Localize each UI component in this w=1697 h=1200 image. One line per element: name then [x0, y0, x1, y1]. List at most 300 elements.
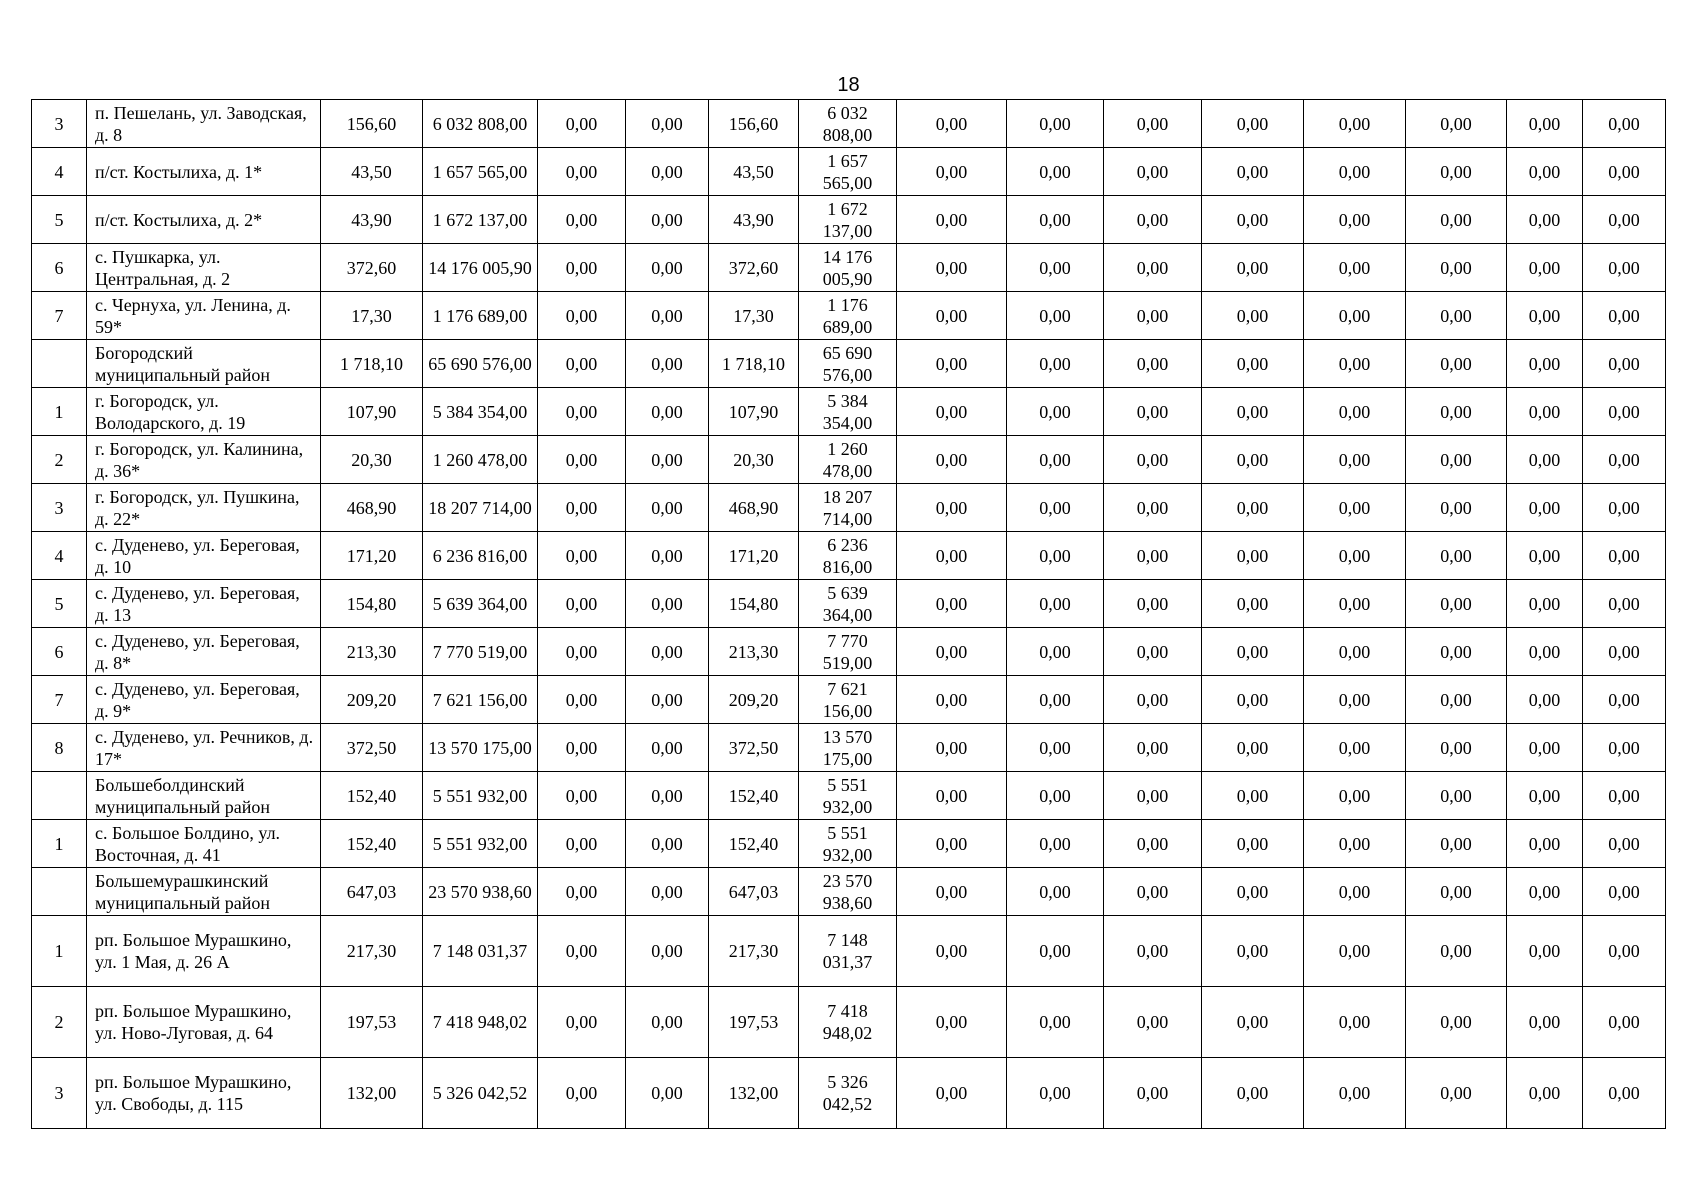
cell-address: Богородский муниципальный район	[87, 340, 321, 388]
cell-value: 0,00	[1583, 484, 1666, 532]
cell-cost: 6 032 808,00	[799, 100, 897, 148]
cell-address: Большемурашкинский муниципальный район	[87, 868, 321, 916]
cell-value: 0,00	[538, 292, 626, 340]
cell-area-total: 154,80	[321, 580, 423, 628]
cell-value: 0,00	[1104, 196, 1202, 244]
cell-value: 0,00	[1304, 388, 1406, 436]
cell-value: 0,00	[1583, 436, 1666, 484]
cell-value: 0,00	[1304, 868, 1406, 916]
cell-value: 0,00	[1007, 388, 1104, 436]
table-row	[32, 772, 1666, 820]
cell-value: 0,00	[897, 148, 1007, 196]
cell-number	[32, 868, 87, 916]
cell-value: 0,00	[1104, 580, 1202, 628]
cell-cost: 7 770 519,00	[799, 628, 897, 676]
table-row	[32, 196, 1666, 244]
cell-value: 0,00	[1104, 484, 1202, 532]
cell-value: 0,00	[1202, 532, 1304, 580]
cell-value: 0,00	[1202, 292, 1304, 340]
cell-value: 0,00	[1007, 724, 1104, 772]
cell-value: 0,00	[1507, 196, 1583, 244]
cell-value: 0,00	[626, 388, 709, 436]
table-row	[32, 580, 1666, 628]
cell-address: с. Дуденево, ул. Береговая, д. 9*	[87, 676, 321, 724]
cell-cost-total: 1 657 565,00	[423, 148, 538, 196]
cell-cost: 6 236 816,00	[799, 532, 897, 580]
cell-value: 0,00	[1406, 987, 1507, 1058]
cell-value: 0,00	[1007, 148, 1104, 196]
cell-value: 0,00	[538, 484, 626, 532]
cell-value: 0,00	[1583, 628, 1666, 676]
cell-value: 0,00	[1406, 628, 1507, 676]
cell-value: 0,00	[626, 868, 709, 916]
cell-address: п/ст. Костылиха, д. 2*	[87, 196, 321, 244]
cell-value: 0,00	[1104, 724, 1202, 772]
cell-area: 171,20	[709, 532, 799, 580]
cell-area: 372,50	[709, 724, 799, 772]
cell-value: 0,00	[1007, 987, 1104, 1058]
cell-cost: 5 384 354,00	[799, 388, 897, 436]
cell-value: 0,00	[1007, 196, 1104, 244]
cell-cost-total: 1 672 137,00	[423, 196, 538, 244]
cell-address: г. Богородск, ул. Володарского, д. 19	[87, 388, 321, 436]
cell-area-total: 107,90	[321, 388, 423, 436]
cell-value: 0,00	[897, 388, 1007, 436]
cell-value: 0,00	[897, 100, 1007, 148]
cell-cost: 65 690 576,00	[799, 340, 897, 388]
cell-address: п. Пешелань, ул. Заводская, д. 8	[87, 100, 321, 148]
cell-area-total: 213,30	[321, 628, 423, 676]
cell-value: 0,00	[897, 340, 1007, 388]
cell-value: 0,00	[538, 196, 626, 244]
cell-value: 0,00	[1202, 580, 1304, 628]
page-number: 18	[837, 74, 860, 96]
cell-value: 0,00	[1202, 628, 1304, 676]
cell-value: 0,00	[538, 436, 626, 484]
cell-value: 0,00	[897, 772, 1007, 820]
cell-cost: 14 176 005,90	[799, 244, 897, 292]
cell-value: 0,00	[1202, 724, 1304, 772]
cell-value: 0,00	[1104, 100, 1202, 148]
cell-value: 0,00	[1202, 148, 1304, 196]
cell-cost-total: 5 639 364,00	[423, 580, 538, 628]
cell-cost-total: 13 570 175,00	[423, 724, 538, 772]
cell-value: 0,00	[626, 724, 709, 772]
cell-area-total: 132,00	[321, 1058, 423, 1129]
cell-area: 647,03	[709, 868, 799, 916]
cell-value: 0,00	[1104, 772, 1202, 820]
cell-number: 3	[32, 1058, 87, 1129]
data-table	[31, 99, 1666, 1129]
cell-value: 0,00	[1507, 436, 1583, 484]
cell-area-total: 217,30	[321, 916, 423, 987]
cell-number: 4	[32, 532, 87, 580]
cell-value: 0,00	[1507, 868, 1583, 916]
cell-cost: 7 148 031,37	[799, 916, 897, 987]
cell-value: 0,00	[1507, 724, 1583, 772]
cell-value: 0,00	[1104, 436, 1202, 484]
cell-value: 0,00	[626, 916, 709, 987]
cell-value: 0,00	[1304, 580, 1406, 628]
cell-address: рп. Большое Мурашкино, ул. Ново-Луговая, д. 64	[87, 987, 321, 1058]
cell-area: 17,30	[709, 292, 799, 340]
cell-value: 0,00	[1202, 436, 1304, 484]
cell-cost: 5 326 042,52	[799, 1058, 897, 1129]
table-row	[32, 340, 1666, 388]
cell-value: 0,00	[1304, 196, 1406, 244]
cell-value: 0,00	[626, 1058, 709, 1129]
cell-cost: 5 551 932,00	[799, 820, 897, 868]
cell-value: 0,00	[1202, 244, 1304, 292]
cell-area: 154,80	[709, 580, 799, 628]
cell-address: рп. Большое Мурашкино, ул. 1 Мая, д. 26 А	[87, 916, 321, 987]
cell-value: 0,00	[626, 148, 709, 196]
cell-area-total: 171,20	[321, 532, 423, 580]
cell-value: 0,00	[1007, 868, 1104, 916]
cell-cost-total: 14 176 005,90	[423, 244, 538, 292]
cell-value: 0,00	[1104, 532, 1202, 580]
cell-value: 0,00	[1304, 1058, 1406, 1129]
cell-value: 0,00	[1304, 436, 1406, 484]
cell-value: 0,00	[538, 100, 626, 148]
cell-value: 0,00	[1507, 987, 1583, 1058]
cell-address: с. Дуденево, ул. Береговая, д. 8*	[87, 628, 321, 676]
cell-value: 0,00	[1583, 580, 1666, 628]
cell-value: 0,00	[1583, 388, 1666, 436]
cell-value: 0,00	[1304, 484, 1406, 532]
cell-address: с. Чернуха, ул. Ленина, д. 59*	[87, 292, 321, 340]
cell-number: 6	[32, 628, 87, 676]
cell-value: 0,00	[1104, 628, 1202, 676]
cell-cost-total: 5 326 042,52	[423, 1058, 538, 1129]
cell-value: 0,00	[626, 628, 709, 676]
cell-cost: 1 672 137,00	[799, 196, 897, 244]
cell-value: 0,00	[1202, 388, 1304, 436]
cell-address: рп. Большое Мурашкино, ул. Свободы, д. 115	[87, 1058, 321, 1129]
cell-area: 43,90	[709, 196, 799, 244]
cell-cost: 5 639 364,00	[799, 580, 897, 628]
cell-value: 0,00	[1304, 292, 1406, 340]
cell-area: 20,30	[709, 436, 799, 484]
cell-value: 0,00	[897, 820, 1007, 868]
cell-value: 0,00	[1507, 676, 1583, 724]
cell-value: 0,00	[897, 532, 1007, 580]
cell-number: 7	[32, 292, 87, 340]
cell-cost-total: 5 551 932,00	[423, 820, 538, 868]
cell-value: 0,00	[1304, 100, 1406, 148]
cell-area: 217,30	[709, 916, 799, 987]
cell-value: 0,00	[1507, 244, 1583, 292]
cell-value: 0,00	[626, 676, 709, 724]
table-row	[32, 292, 1666, 340]
cell-value: 0,00	[1406, 436, 1507, 484]
cell-area-total: 20,30	[321, 436, 423, 484]
table-row	[32, 1058, 1666, 1129]
cell-value: 0,00	[1507, 148, 1583, 196]
cell-area: 372,60	[709, 244, 799, 292]
cell-value: 0,00	[538, 987, 626, 1058]
cell-value: 0,00	[1507, 916, 1583, 987]
cell-value: 0,00	[1104, 868, 1202, 916]
cell-number: 5	[32, 580, 87, 628]
cell-cost-total: 7 621 156,00	[423, 676, 538, 724]
cell-address: с. Большое Болдино, ул. Восточная, д. 41	[87, 820, 321, 868]
cell-value: 0,00	[1583, 148, 1666, 196]
cell-value: 0,00	[1507, 340, 1583, 388]
cell-value: 0,00	[626, 100, 709, 148]
cell-area: 152,40	[709, 772, 799, 820]
cell-value: 0,00	[1202, 676, 1304, 724]
cell-number: 2	[32, 987, 87, 1058]
cell-area: 213,30	[709, 628, 799, 676]
cell-value: 0,00	[1406, 244, 1507, 292]
cell-value: 0,00	[1507, 772, 1583, 820]
cell-cost-total: 7 418 948,02	[423, 987, 538, 1058]
cell-value: 0,00	[1007, 532, 1104, 580]
cell-value: 0,00	[1007, 772, 1104, 820]
cell-value: 0,00	[626, 292, 709, 340]
cell-value: 0,00	[1104, 388, 1202, 436]
cell-value: 0,00	[897, 724, 1007, 772]
cell-cost: 7 418 948,02	[799, 987, 897, 1058]
cell-value: 0,00	[1104, 1058, 1202, 1129]
cell-value: 0,00	[1304, 724, 1406, 772]
cell-address: г. Богородск, ул. Пушкина, д. 22*	[87, 484, 321, 532]
cell-address: п/ст. Костылиха, д. 1*	[87, 148, 321, 196]
cell-value: 0,00	[1406, 388, 1507, 436]
cell-address: с. Дуденево, ул. Речников, д. 17*	[87, 724, 321, 772]
cell-cost-total: 6 236 816,00	[423, 532, 538, 580]
cell-number	[32, 772, 87, 820]
cell-value: 0,00	[1007, 100, 1104, 148]
cell-value: 0,00	[538, 244, 626, 292]
cell-value: 0,00	[897, 916, 1007, 987]
cell-value: 0,00	[1104, 340, 1202, 388]
cell-area: 209,20	[709, 676, 799, 724]
cell-value: 0,00	[1406, 724, 1507, 772]
cell-value: 0,00	[897, 580, 1007, 628]
cell-value: 0,00	[1583, 676, 1666, 724]
cell-value: 0,00	[1104, 244, 1202, 292]
cell-cost-total: 5 384 354,00	[423, 388, 538, 436]
cell-value: 0,00	[1104, 820, 1202, 868]
cell-area: 132,00	[709, 1058, 799, 1129]
cell-value: 0,00	[1202, 772, 1304, 820]
cell-value: 0,00	[1007, 580, 1104, 628]
cell-cost: 1 260 478,00	[799, 436, 897, 484]
table-row	[32, 100, 1666, 148]
cell-value: 0,00	[1007, 628, 1104, 676]
cell-area: 468,90	[709, 484, 799, 532]
table-row	[32, 868, 1666, 916]
cell-cost: 18 207 714,00	[799, 484, 897, 532]
cell-area-total: 152,40	[321, 772, 423, 820]
cell-number	[32, 340, 87, 388]
cell-value: 0,00	[626, 484, 709, 532]
cell-value: 0,00	[1304, 340, 1406, 388]
cell-value: 0,00	[1007, 340, 1104, 388]
cell-value: 0,00	[1202, 987, 1304, 1058]
cell-number: 5	[32, 196, 87, 244]
cell-value: 0,00	[1406, 580, 1507, 628]
cell-value: 0,00	[1583, 987, 1666, 1058]
cell-value: 0,00	[1507, 388, 1583, 436]
cell-value: 0,00	[626, 987, 709, 1058]
cell-value: 0,00	[626, 532, 709, 580]
cell-area: 1 718,10	[709, 340, 799, 388]
cell-value: 0,00	[1583, 292, 1666, 340]
cell-area: 156,60	[709, 100, 799, 148]
cell-value: 0,00	[1583, 100, 1666, 148]
cell-area-total: 43,90	[321, 196, 423, 244]
cell-address: с. Дуденево, ул. Береговая, д. 10	[87, 532, 321, 580]
table-row	[32, 628, 1666, 676]
cell-cost: 1 657 565,00	[799, 148, 897, 196]
cell-area-total: 372,50	[321, 724, 423, 772]
cell-value: 0,00	[1406, 196, 1507, 244]
cell-value: 0,00	[1507, 820, 1583, 868]
cell-cost-total: 7 148 031,37	[423, 916, 538, 987]
cell-value: 0,00	[1304, 987, 1406, 1058]
cell-value: 0,00	[1406, 820, 1507, 868]
cell-value: 0,00	[538, 388, 626, 436]
cell-value: 0,00	[538, 868, 626, 916]
cell-number: 1	[32, 820, 87, 868]
table-row	[32, 724, 1666, 772]
cell-value: 0,00	[1202, 1058, 1304, 1129]
cell-area-total: 647,03	[321, 868, 423, 916]
cell-cost-total: 5 551 932,00	[423, 772, 538, 820]
cell-value: 0,00	[1583, 196, 1666, 244]
cell-value: 0,00	[1507, 484, 1583, 532]
cell-value: 0,00	[1304, 628, 1406, 676]
cell-value: 0,00	[1104, 292, 1202, 340]
cell-area-total: 152,40	[321, 820, 423, 868]
cell-value: 0,00	[1507, 532, 1583, 580]
cell-value: 0,00	[1202, 100, 1304, 148]
cell-area-total: 1 718,10	[321, 340, 423, 388]
cell-cost: 13 570 175,00	[799, 724, 897, 772]
cell-value: 0,00	[626, 340, 709, 388]
cell-number: 1	[32, 916, 87, 987]
cell-value: 0,00	[1406, 292, 1507, 340]
cell-value: 0,00	[538, 916, 626, 987]
cell-area: 152,40	[709, 820, 799, 868]
cell-value: 0,00	[1583, 820, 1666, 868]
table-row	[32, 148, 1666, 196]
cell-value: 0,00	[1202, 484, 1304, 532]
cell-value: 0,00	[1507, 580, 1583, 628]
cell-number: 7	[32, 676, 87, 724]
cell-value: 0,00	[897, 628, 1007, 676]
cell-number: 4	[32, 148, 87, 196]
cell-value: 0,00	[538, 676, 626, 724]
cell-value: 0,00	[626, 436, 709, 484]
cell-value: 0,00	[1202, 868, 1304, 916]
cell-cost-total: 7 770 519,00	[423, 628, 538, 676]
cell-area-total: 372,60	[321, 244, 423, 292]
cell-value: 0,00	[897, 244, 1007, 292]
cell-value: 0,00	[626, 196, 709, 244]
table-row	[32, 532, 1666, 580]
table-row	[32, 244, 1666, 292]
table-row	[32, 388, 1666, 436]
cell-cost-total: 23 570 938,60	[423, 868, 538, 916]
cell-value: 0,00	[1007, 436, 1104, 484]
cell-value: 0,00	[1583, 772, 1666, 820]
table-row	[32, 820, 1666, 868]
cell-number: 3	[32, 484, 87, 532]
cell-area-total: 197,53	[321, 987, 423, 1058]
cell-value: 0,00	[897, 196, 1007, 244]
cell-value: 0,00	[1304, 820, 1406, 868]
table-row	[32, 916, 1666, 987]
cell-value: 0,00	[1007, 820, 1104, 868]
cell-value: 0,00	[1583, 868, 1666, 916]
cell-value: 0,00	[538, 820, 626, 868]
cell-value: 0,00	[1406, 772, 1507, 820]
cell-value: 0,00	[1202, 820, 1304, 868]
cell-value: 0,00	[626, 820, 709, 868]
cell-value: 0,00	[1406, 676, 1507, 724]
cell-number: 2	[32, 436, 87, 484]
cell-value: 0,00	[1104, 916, 1202, 987]
cell-value: 0,00	[1304, 676, 1406, 724]
cell-value: 0,00	[1104, 676, 1202, 724]
cell-value: 0,00	[1406, 532, 1507, 580]
cell-value: 0,00	[1007, 916, 1104, 987]
cell-value: 0,00	[1304, 244, 1406, 292]
cell-value: 0,00	[626, 772, 709, 820]
cell-cost-total: 65 690 576,00	[423, 340, 538, 388]
cell-area: 107,90	[709, 388, 799, 436]
cell-value: 0,00	[1406, 916, 1507, 987]
cell-value: 0,00	[897, 1058, 1007, 1129]
cell-value: 0,00	[1507, 292, 1583, 340]
cell-cost: 7 621 156,00	[799, 676, 897, 724]
cell-area-total: 156,60	[321, 100, 423, 148]
cell-value: 0,00	[897, 868, 1007, 916]
cell-value: 0,00	[1583, 1058, 1666, 1129]
cell-address: Большеболдинский муниципальный район	[87, 772, 321, 820]
cell-value: 0,00	[1406, 868, 1507, 916]
cell-cost: 23 570 938,60	[799, 868, 897, 916]
cell-value: 0,00	[897, 987, 1007, 1058]
cell-value: 0,00	[1304, 532, 1406, 580]
cell-value: 0,00	[1507, 100, 1583, 148]
cell-value: 0,00	[538, 628, 626, 676]
cell-value: 0,00	[1406, 484, 1507, 532]
cell-value: 0,00	[897, 292, 1007, 340]
cell-value: 0,00	[1304, 772, 1406, 820]
cell-value: 0,00	[538, 148, 626, 196]
cell-value: 0,00	[1007, 244, 1104, 292]
cell-value: 0,00	[1583, 916, 1666, 987]
cell-value: 0,00	[1583, 724, 1666, 772]
cell-value: 0,00	[1583, 532, 1666, 580]
table-row	[32, 987, 1666, 1058]
cell-cost-total: 18 207 714,00	[423, 484, 538, 532]
cell-value: 0,00	[538, 1058, 626, 1129]
cell-value: 0,00	[1007, 1058, 1104, 1129]
cell-value: 0,00	[1007, 292, 1104, 340]
cell-area-total: 468,90	[321, 484, 423, 532]
cell-cost-total: 6 032 808,00	[423, 100, 538, 148]
cell-value: 0,00	[1406, 100, 1507, 148]
cell-cost-total: 1 176 689,00	[423, 292, 538, 340]
cell-value: 0,00	[1202, 196, 1304, 244]
cell-value: 0,00	[1104, 987, 1202, 1058]
